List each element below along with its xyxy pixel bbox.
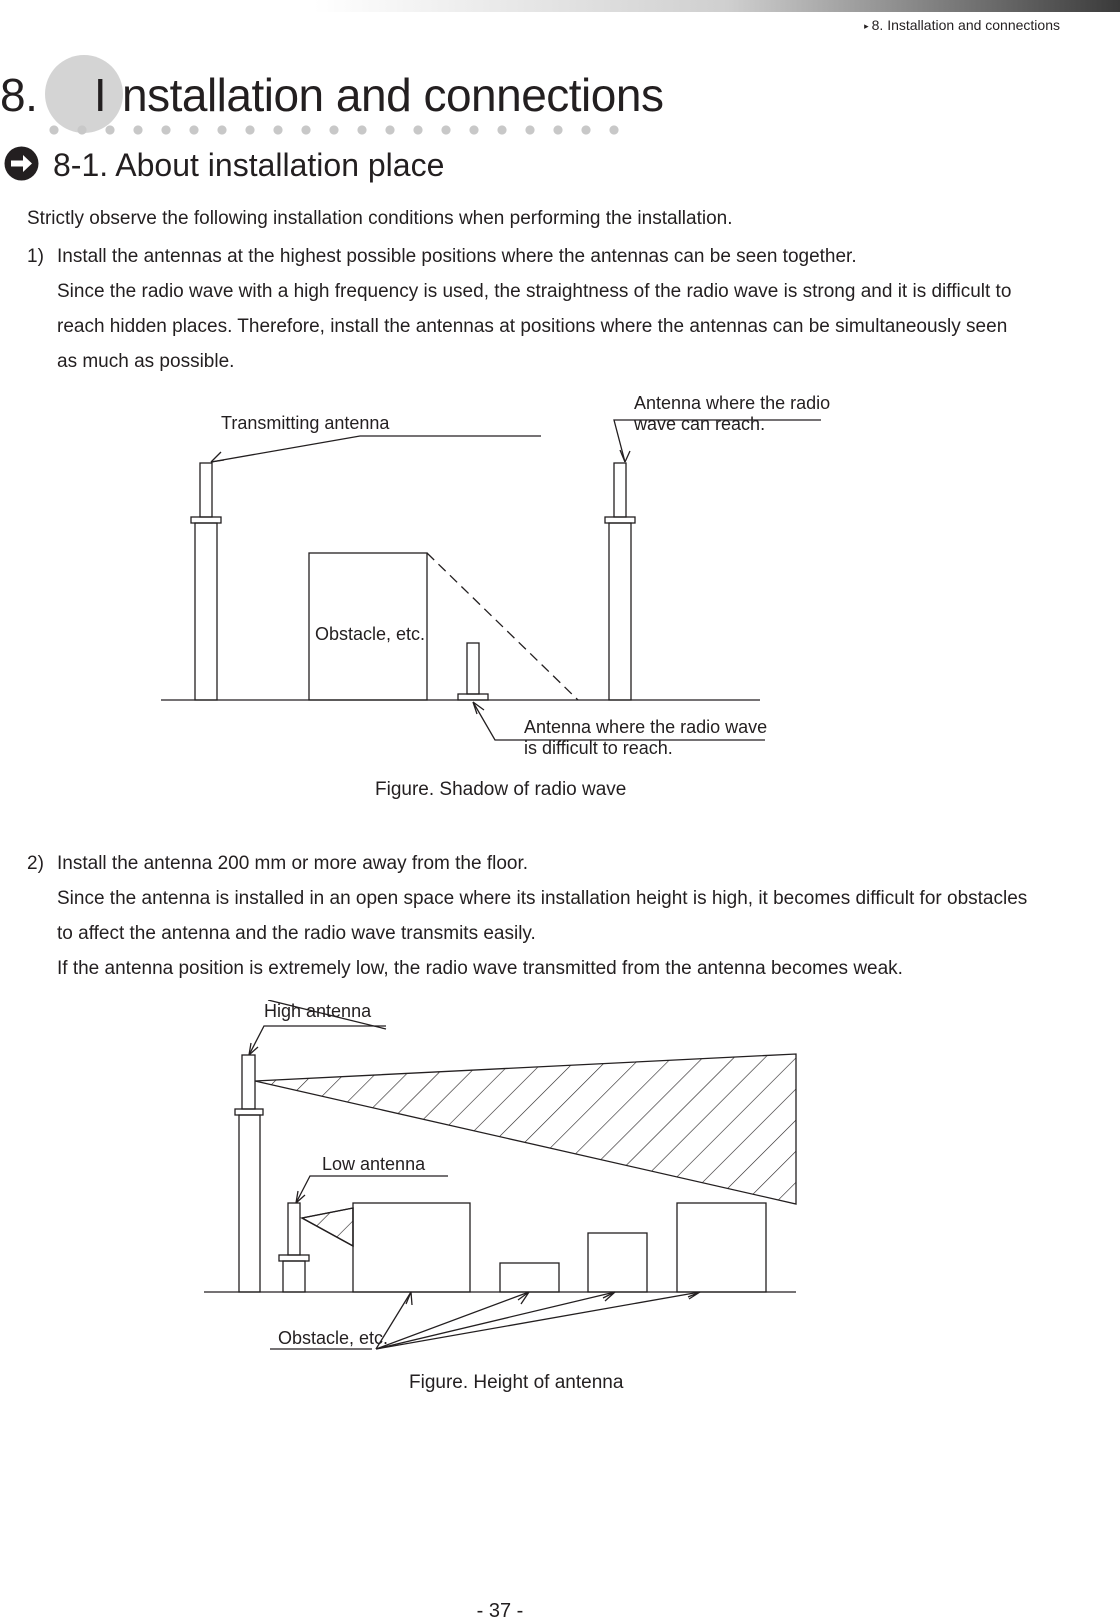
item-2-line-1: Install the antenna 200 mm or more away from the floor. — [57, 853, 529, 874]
figure-1-caption: Figure. Shadow of radio wave — [375, 779, 627, 800]
chapter-title-rest: nstallation and connections — [122, 69, 664, 121]
page-number: - 37 - — [476, 1600, 524, 1622]
high-antenna-wave-area — [255, 1054, 796, 1204]
item-1-line-3: reach hidden places. Therefore, install the antennas at positions where the antennas can be simultaneously seen — [57, 316, 1008, 337]
label-obstacle-2: Obstacle, etc. — [278, 1328, 389, 1348]
header-gradient-bar — [0, 0, 1120, 12]
label-difficult-line-1: Antenna where the radio wave — [524, 717, 768, 737]
receiving-antenna — [605, 463, 635, 700]
arrow-circle-icon — [4, 146, 39, 181]
intro-text: Strictly observe the following installation conditions when performing the installation. — [27, 208, 733, 229]
item-1-line-4: as much as possible. — [57, 351, 235, 372]
label-low-antenna: Low antenna — [322, 1154, 426, 1174]
chapter-title — [0, 68, 663, 122]
item-2-line-2: Since the antenna is installed in an open space where its installation height is high, it becomes difficult for obstacles — [57, 888, 1028, 909]
hidden-antenna — [458, 643, 488, 700]
item-2-marker: 2) — [27, 853, 44, 874]
item-2-line-3: to affect the antenna and the radio wave transmits easily. — [57, 923, 536, 944]
obstacle-box-1 — [353, 1203, 470, 1292]
item-1-line-1: Install the antennas at the highest possible positions where the antennas can be seen together. — [57, 246, 857, 267]
label-transmitting-antenna: Transmitting antenna — [221, 413, 390, 433]
breadcrumb-text: 8. Installation and connections — [871, 17, 1060, 33]
breadcrumb — [864, 17, 1060, 33]
transmitting-antenna — [191, 463, 221, 700]
obstacle-box-2 — [500, 1263, 559, 1292]
chapter-initial: I — [93, 69, 107, 121]
label-high-antenna: High antenna — [264, 1001, 372, 1021]
dotted-divider — [40, 124, 620, 136]
figure-height-of-antenna — [200, 1000, 810, 1370]
triangle-right-icon: ▸ — [864, 21, 869, 31]
obstacle-box-3 — [588, 1233, 647, 1292]
item-1-line-2: Since the radio wave with a high frequency is used, the straightness of the radio wave is strong and it is difficult to — [57, 281, 1012, 302]
chapter-number: 8. — [0, 69, 38, 121]
section-title: 8-1. About installation place — [53, 147, 445, 183]
obstacle-box-4 — [677, 1203, 766, 1292]
low-antenna-wave-area — [302, 1208, 353, 1246]
low-antenna — [279, 1203, 309, 1292]
shadow-line — [427, 553, 578, 700]
figure-shadow-of-radio-wave — [150, 380, 830, 760]
high-antenna — [235, 1055, 263, 1292]
label-reach-line-1: Antenna where the radio — [634, 393, 831, 413]
label-obstacle: Obstacle, etc. — [315, 624, 426, 644]
figure-2-caption: Figure. Height of antenna — [409, 1372, 624, 1393]
label-reach-line-2: wave can reach. — [634, 414, 766, 434]
item-2-line-4: If the antenna position is extremely low, the radio wave transmitted from the antenna becomes weak. — [57, 958, 903, 979]
label-difficult-line-2: is difficult to reach. — [524, 738, 673, 758]
item-1-marker: 1) — [27, 246, 44, 267]
